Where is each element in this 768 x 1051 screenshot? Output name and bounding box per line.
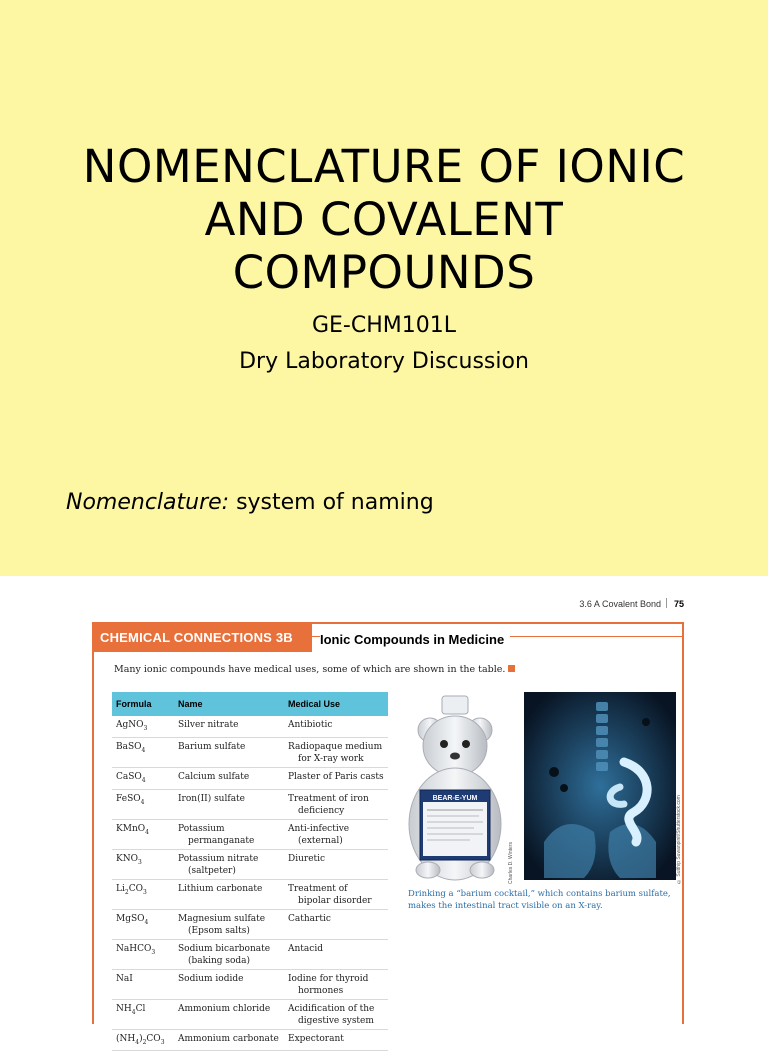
column-header: Medical Use bbox=[284, 692, 388, 716]
name-cell: Magnesium sulfate (Epsom salts) bbox=[174, 909, 284, 939]
medical-use-cell: Antacid bbox=[284, 939, 388, 969]
box-heading: Ionic Compounds in Medicine bbox=[320, 624, 510, 652]
table-row bbox=[112, 716, 388, 737]
definition-note bbox=[66, 490, 434, 515]
course-code: GE-CHM101L bbox=[311, 313, 457, 338]
box-banner: CHEMICAL CONNECTIONS 3B bbox=[94, 624, 312, 652]
name-cell: Silver nitrate bbox=[174, 716, 284, 737]
definition-text: system of naming bbox=[229, 490, 434, 515]
formula-cell: $Li_2CO_3$ bbox=[112, 879, 174, 909]
photo-credit: © Sutthip Suwanpinit/Shutterstock.com bbox=[676, 795, 682, 884]
table-row bbox=[112, 819, 388, 849]
xray-photo bbox=[524, 692, 676, 880]
definition-term: Nomenclature: bbox=[66, 490, 230, 515]
running-head bbox=[579, 598, 684, 609]
name-cell: Barium sulfate bbox=[174, 737, 284, 767]
table-row bbox=[112, 939, 388, 969]
divider bbox=[666, 598, 667, 608]
table-body bbox=[112, 716, 388, 1051]
table-header-row bbox=[112, 692, 388, 716]
end-marker-icon bbox=[508, 665, 515, 672]
table-row bbox=[112, 849, 388, 879]
table-row bbox=[112, 879, 388, 909]
formula-cell: FeSO$_4$ bbox=[112, 789, 174, 819]
photo-credit: Charles D. Winters bbox=[508, 842, 514, 884]
session-label: Dry Laboratory Discussion bbox=[239, 349, 529, 374]
table-row bbox=[112, 999, 388, 1029]
table-row bbox=[112, 909, 388, 939]
table-row bbox=[112, 767, 388, 789]
name-cell: Sodium bicarbonate (baking soda) bbox=[174, 939, 284, 969]
medical-use-cell: Anti-infective (external) bbox=[284, 819, 388, 849]
medical-use-cell: Plaster of Paris casts bbox=[284, 767, 388, 789]
name-cell: Sodium iodide bbox=[174, 969, 284, 999]
name-cell: Ammonium chloride bbox=[174, 999, 284, 1029]
formula-cell: $(NH_4)_2CO_3$ bbox=[112, 1029, 174, 1051]
box-intro bbox=[114, 664, 515, 675]
medical-use-cell: Acidification of the digestive system bbox=[284, 999, 388, 1029]
medical-use-cell: Radiopaque medium for X-ray work bbox=[284, 737, 388, 767]
chemical-connections-box bbox=[92, 622, 684, 1046]
slide-title-line: AND COVALENT bbox=[204, 193, 564, 246]
medical-use-cell: Expectorant bbox=[284, 1029, 388, 1051]
formula-cell: CaSO$_4$ bbox=[112, 767, 174, 789]
formula-cell: NaHCO$_3$ bbox=[112, 939, 174, 969]
medical-use-cell: Treatment of iron deficiency bbox=[284, 789, 388, 819]
table-row bbox=[112, 1029, 388, 1051]
formula-cell: BaSO$_4$ bbox=[112, 737, 174, 767]
slide-title-line: COMPOUNDS bbox=[232, 246, 536, 299]
table-row bbox=[112, 969, 388, 999]
name-cell: Lithium carbonate bbox=[174, 879, 284, 909]
name-cell: Potassium nitrate (saltpeter) bbox=[174, 849, 284, 879]
formula-cell: $NH_4Cl$ bbox=[112, 999, 174, 1029]
xray-image-icon bbox=[524, 692, 676, 880]
formula-cell: AgNO$_3$ bbox=[112, 716, 174, 737]
name-cell: Calcium sulfate bbox=[174, 767, 284, 789]
bear-bottle-photo bbox=[404, 694, 506, 882]
table-row bbox=[112, 737, 388, 767]
textbook-page bbox=[0, 576, 768, 1046]
formula-cell: KMnO$_4$ bbox=[112, 819, 174, 849]
formula-cell: MgSO$_4$ bbox=[112, 909, 174, 939]
slide-title bbox=[20, 140, 748, 299]
bear-bottle-icon bbox=[404, 694, 506, 882]
running-head-section: 3.6 A Covalent Bond bbox=[579, 599, 661, 609]
name-cell: Potassium permanganate bbox=[174, 819, 284, 849]
formula-cell: NaI bbox=[112, 969, 174, 999]
name-cell: Ammonium carbonate bbox=[174, 1029, 284, 1051]
medical-use-cell: Iodine for thyroid hormones bbox=[284, 969, 388, 999]
column-header: Name bbox=[174, 692, 284, 716]
medical-use-cell: Cathartic bbox=[284, 909, 388, 939]
medical-use-cell: Treatment of bipolar disorder bbox=[284, 879, 388, 909]
medical-uses-table bbox=[112, 692, 388, 1051]
formula-cell: $KNO_3$ bbox=[112, 849, 174, 879]
intro-text: Many ionic compounds have medical uses, some of which are shown in the table. bbox=[114, 664, 506, 675]
slide-title-line: NOMENCLATURE OF IONIC bbox=[82, 140, 686, 193]
table-row bbox=[112, 789, 388, 819]
name-cell: Iron(II) sulfate bbox=[174, 789, 284, 819]
medical-use-cell: Diuretic bbox=[284, 849, 388, 879]
column-header: Formula bbox=[112, 692, 174, 716]
slide-subtitle bbox=[0, 308, 768, 380]
bottle-brand: BEAR-E-YUM bbox=[432, 795, 478, 802]
page-number: 75 bbox=[673, 599, 684, 609]
figure-caption: Drinking a “barium cocktail,” which contains barium sulfate, makes the intestinal tract visible on an X-ray. bbox=[408, 889, 671, 911]
medical-use-cell: Antibiotic bbox=[284, 716, 388, 737]
